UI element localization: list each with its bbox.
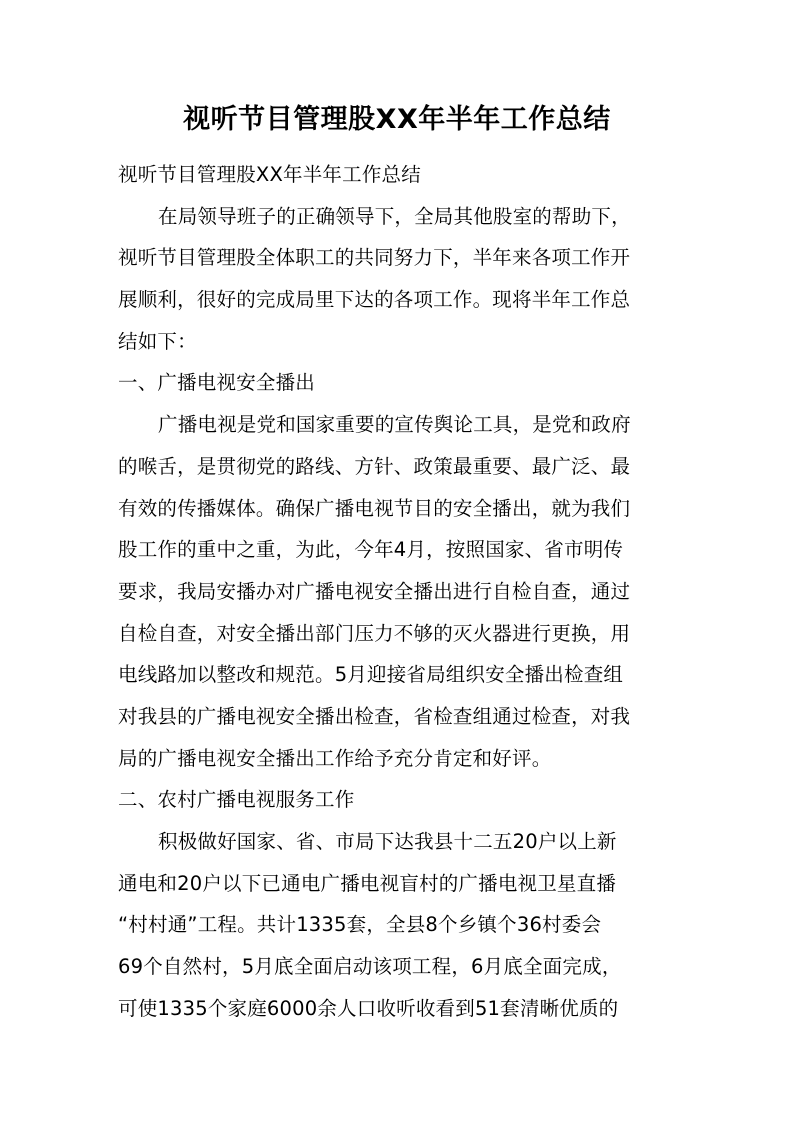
paragraph-line: 在局领导班子的正确领导下，全局其他股室的帮助下， — [158, 204, 631, 228]
paragraph-line: 对我县的广播电视安全播出检查，省检查组通过检查，对我 — [118, 704, 631, 728]
paragraph-line: 的喉舌，是贯彻党的路线、方针、政策最重要、最广泛、最 — [118, 454, 631, 478]
paragraph-line: 有效的传播媒体。确保广播电视节目的安全播出，就为我们 — [118, 496, 631, 520]
subtitle-line: 视听节目管理股XX年半年工作总结 — [118, 163, 421, 186]
paragraph-line: 广播电视是党和国家重要的宣传舆论工具，是党和政府 — [158, 413, 631, 437]
paragraph-line: “村村通”工程。共计1335套，全县8个乡镇个36村委会 — [118, 913, 602, 937]
paragraph-line: 自检自查，对安全播出部门压力不够的灭火器进行更换，用 — [118, 621, 631, 645]
paragraph-line: 69个自然村，5月底全面启动该项工程，6月底全面完成， — [118, 955, 622, 979]
paragraph-line: 电线路加以整改和规范。5月迎接省局组织安全播出检查组 — [118, 663, 624, 687]
section-heading: 二、农村广播电视服务工作 — [118, 788, 355, 812]
paragraph-line: 展顺利，很好的完成局里下达的各项工作。现将半年工作总 — [118, 288, 631, 312]
paragraph-line: 积极做好国家、省、市局下达我县十二五20户以上新 — [158, 830, 617, 853]
paragraph-line: 要求，我局安播办对广播电视安全播出进行自检自查，通过 — [118, 579, 631, 603]
paragraph-line: 视听节目管理股全体职工的共同努力下，半年来各项工作开 — [118, 246, 631, 270]
paragraph-line: 局的广播电视安全播出工作给予充分肯定和好评。 — [118, 746, 552, 770]
document-title: 视听节目管理股XX年半年工作总结 — [183, 104, 611, 135]
paragraph-line: 股工作的重中之重，为此，今年4月，按照国家、省市明传 — [118, 538, 624, 562]
document-body — [118, 154, 678, 1029]
section-heading: 一、广播电视安全播出 — [118, 371, 316, 395]
paragraph-line: 通电和20户以下已通电广播电视盲村的广播电视卫星直播 — [118, 871, 617, 895]
paragraph-line: 可使1335个家庭6000余人口收听收看到51套清晰优质的 — [118, 996, 619, 1020]
paragraph-line: 结如下： — [118, 329, 197, 353]
